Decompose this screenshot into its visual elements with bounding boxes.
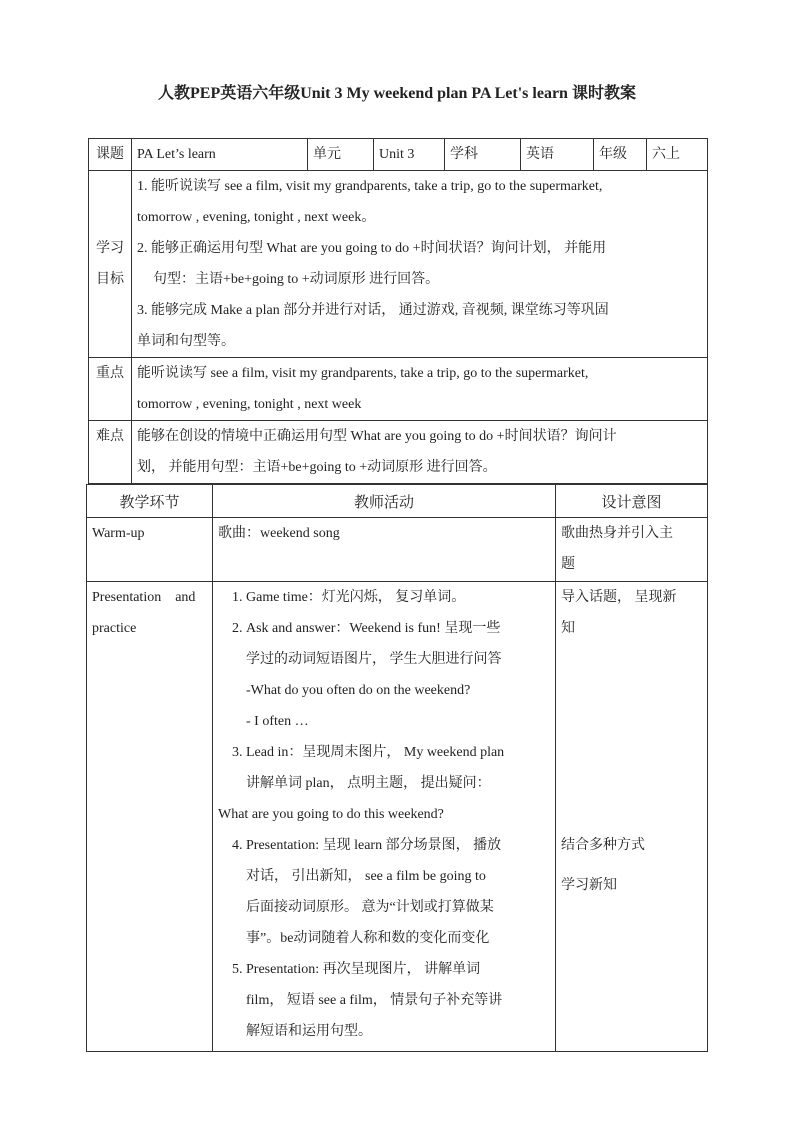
objectives-content: 1. 能听说读写 see a film, visit my grandparents, take a trip, go to the supermarket, tomorrow , evening, tonight , next week。 2. 能够正确运用句型 What are you going to do +时间状语？询问计划， 并能用 句型：主语+be+going to +动词原形 进行回答。 3. 能够完成 Make a plan 部分并进行对话， 通过游戏, 音视频, 课堂练习等巩固 单词和句型等。	[132, 171, 708, 358]
warmup-activity: 歌曲：weekend song	[213, 518, 556, 582]
unit-label: 单元	[308, 139, 374, 171]
header-stage: 教学环节	[87, 485, 213, 518]
activity-item: 5. Presentation: 再次呈现图片， 讲解单词 film， 短语 see a film， 情景句子补充等讲 解短语和运用句型。	[246, 954, 550, 1047]
activity-item: 3. Lead in：呈现周末图片， My weekend plan 讲解单词 plan， 点明主题， 提出疑问：	[246, 737, 550, 799]
difficulties-content: 能够在创设的情境中正确运用句型 What are you going to do +时间状语？询问计 划， 并能用句型：主语+be+going to +动词原形 进行回答。	[132, 421, 708, 484]
grade-value: 六上	[647, 139, 708, 171]
difficulties-label: 难点	[89, 421, 132, 484]
warmup-stage: Warm-up	[87, 518, 213, 582]
activity-item: 4. Presentation: 呈现 learn 部分场景图， 播放 对话， 引出新知， see a film be going to 后面接动词原形。 意为“计划或打算做某 事”。be动词随着人称和数的变化而变化	[246, 830, 550, 954]
page-title: 人教PEP英语六年级Unit 3 My weekend plan PA Let's learn 课时教案	[158, 85, 636, 102]
activity-item: 2. Ask and answer：Weekend is fun! 呈现一些 学过的动词短语图片， 学生大胆进行问答	[246, 613, 550, 675]
objectives-label: 学习 目标	[89, 171, 132, 358]
topic-value: PA Let’s learn	[132, 139, 308, 171]
lesson-info-table	[88, 138, 708, 484]
teaching-process-table	[86, 484, 708, 1052]
header-activity: 教师活动	[213, 485, 556, 518]
presentation-activity: 1. Game time：灯光闪烁， 复习单词。 2. Ask and answer：Weekend is fun! 呈现一些 学过的动词短语图片， 学生大胆进行问答 -What do you often do on the weekend? - I often … 3. Lead in：呈现周末图片， My weekend plan 讲解单词 plan， 点明主题， 提出疑问： What are you going to do this weekend? 4. Presentation: 呈现 learn 部分场景图， 播放 对话， 引出新知， see a film be going to 后面接动词原形。 意为“计划或打算做某 事”。be动词随着人称和数的变化而变化 5. Presentation: 再次呈现图片， 讲解单词 film， 短语 see a film， 情景句子补充等讲 解短语和运用句型。	[213, 582, 556, 1052]
key-points-label: 重点	[89, 358, 132, 421]
subject-value: 英语	[521, 139, 594, 171]
warmup-intent: 歌曲热身并引入主 题	[556, 518, 708, 582]
key-points-content: 能听说读写 see a film, visit my grandparents, take a trip, go to the supermarket, tomorrow , evening, tonight , next week	[132, 358, 708, 421]
unit-value: Unit 3	[374, 139, 445, 171]
grade-label: 年级	[594, 139, 647, 171]
presentation-intent: 导入话题， 呈现新 知 结合多种方式 学习新知	[556, 582, 708, 1052]
header-intent: 设计意图	[556, 485, 708, 518]
presentation-stage: Presentation and practice	[87, 582, 213, 1052]
topic-label: 课题	[89, 139, 132, 171]
activity-item: 1. Game time：灯光闪烁， 复习单词。	[246, 582, 550, 613]
subject-label: 学科	[445, 139, 521, 171]
